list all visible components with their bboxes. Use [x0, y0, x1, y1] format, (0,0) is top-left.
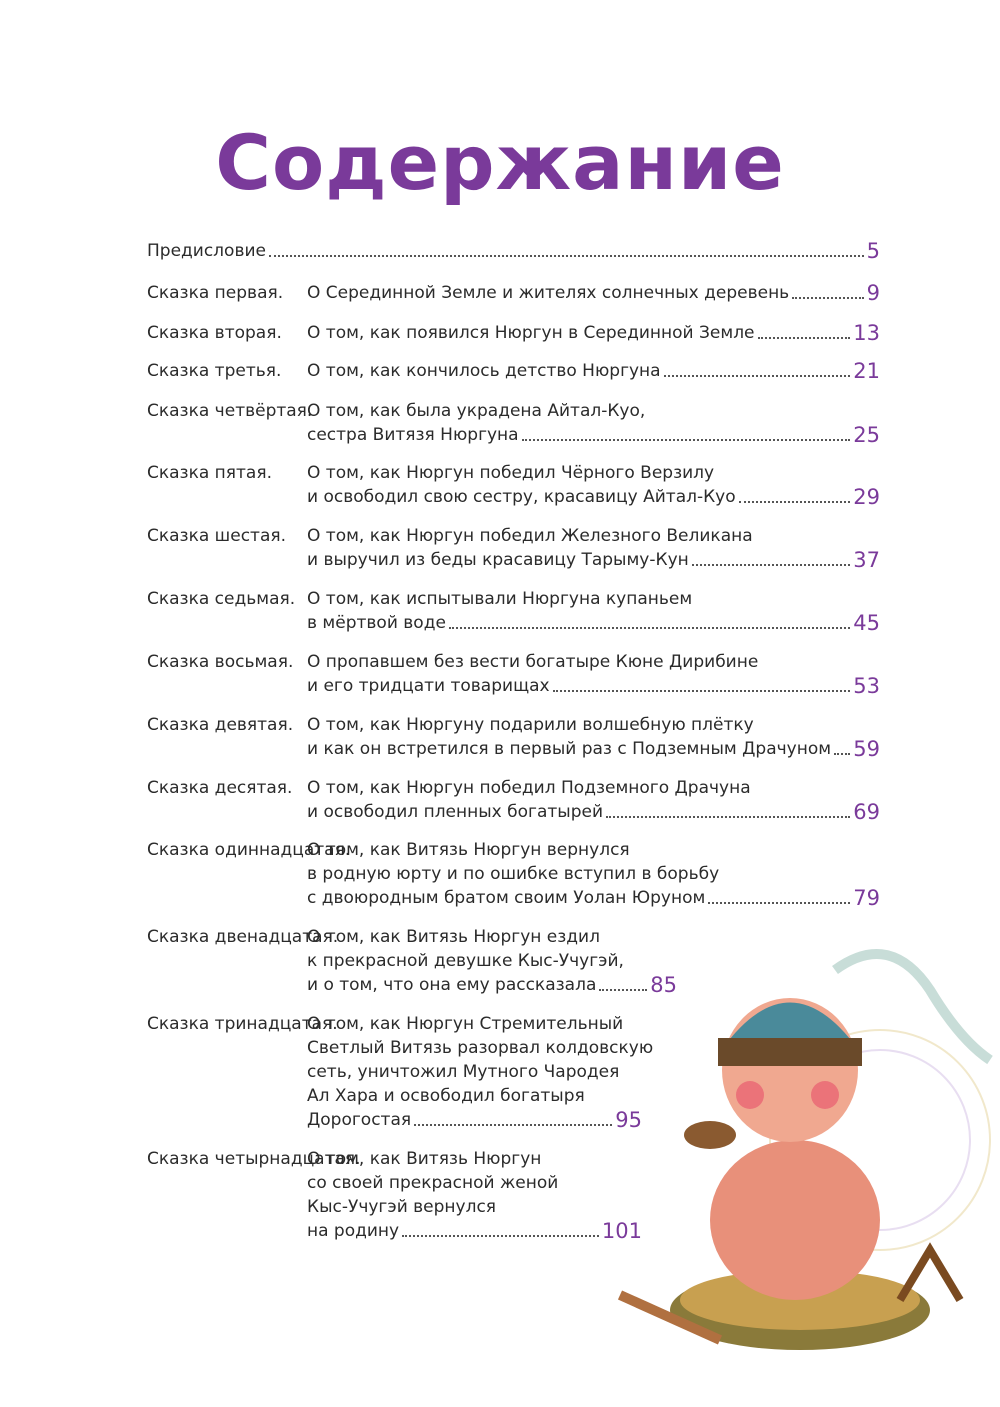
- toc-entry-text: О том, как Витязь Нюргун вернулся: [307, 840, 630, 860]
- toc-page-number: 53: [853, 674, 880, 698]
- toc-page-number: 21: [853, 359, 880, 383]
- toc-entry-text: и выручил из беды красавицу Тарыму-Кун: [307, 550, 689, 570]
- toc-entry-label: Сказка третья.: [147, 361, 282, 381]
- toc-entry-text: О том, как Нюргун Стремительный: [307, 1014, 624, 1034]
- toc-entry-label: Сказка восьмая.: [147, 652, 294, 672]
- toc-entry-label: Сказка первая.: [147, 283, 284, 303]
- toc-entry-text: О пропавшем без вести богатыре Кюне Дирибине: [307, 652, 759, 672]
- toc-page-number: 79: [853, 886, 880, 910]
- toc-page-number: 59: [853, 737, 880, 761]
- toc-page-number: 5: [866, 239, 880, 263]
- toc-page-number: 13: [853, 321, 880, 345]
- toc-entry-text: к прекрасной девушке Кыс-Учугэй,: [307, 951, 624, 971]
- toc-entry-label: Сказка десятая.: [147, 778, 293, 798]
- toc-entry-text: и о том, что она ему рассказала: [307, 975, 597, 995]
- toc-page-number: 101: [601, 1219, 642, 1243]
- toc-leader-dots: [758, 336, 851, 339]
- toc-entry-label: Сказка пятая.: [147, 463, 272, 483]
- child-warrior-illustration: [600, 920, 995, 1370]
- toc-page-number: 69: [853, 800, 880, 824]
- toc-entry-label: Сказка вторая.: [147, 323, 282, 343]
- toc-leader-dots: [402, 1234, 599, 1237]
- toc-entry-text: и освободил свою сестру, красавицу Айтал-Куо: [307, 487, 736, 507]
- toc-leader-dots: [792, 296, 863, 299]
- toc-entry-label: Сказка четырнадцатая.: [147, 1149, 361, 1169]
- toc-entry-text: О том, как Витязь Нюргун ездил: [307, 927, 600, 947]
- toc-entry-label: Сказка одиннадцатая.: [147, 840, 351, 860]
- toc-entry-text: со своей прекрасной женой: [307, 1173, 559, 1193]
- toc-entry-text: Дорогостая: [307, 1110, 412, 1130]
- toc-entry-text: Светлый Витязь разорвал колдовскую: [307, 1038, 654, 1058]
- toc-leader-dots: [553, 689, 851, 692]
- toc-entry-text: в родную юрту и по ошибке вступил в борьбу: [307, 864, 720, 884]
- toc-entry-label: Сказка шестая.: [147, 526, 286, 546]
- toc-leader-dots: [414, 1123, 612, 1126]
- toc-page-number: 9: [866, 281, 880, 305]
- toc-leader-dots: [664, 374, 851, 377]
- toc-entry-text: сеть, уничтожил Мутного Чародея: [307, 1062, 620, 1082]
- toc-page-number: 25: [853, 423, 880, 447]
- toc-leader-dots: [692, 563, 851, 566]
- toc-entry-text: Ал Хара и освободил богатыря: [307, 1086, 585, 1106]
- toc-entry-text: на родину: [307, 1221, 400, 1241]
- toc-entry-label: Сказка тринадцатая.: [147, 1014, 338, 1034]
- toc-page-number: 95: [615, 1108, 642, 1132]
- toc-entry-text: Кыс-Учугэй вернулся: [307, 1197, 497, 1217]
- toc-entry-text: О том, как Нюргуну подарили волшебную плётку: [307, 715, 754, 735]
- toc-entry-label: Предисловие: [147, 241, 266, 261]
- toc-entry-label: Сказка четвёртая.: [147, 401, 313, 421]
- toc-page-number: 37: [853, 548, 880, 572]
- toc-entry-text: и освободил пленных богатырей: [307, 802, 603, 822]
- toc-entry-text: и как он встретился в первый раз с Подземным Драчуном: [307, 739, 832, 759]
- toc-leader-dots: [449, 626, 850, 629]
- toc-entry-text: О том, как Нюргун победил Подземного Драчуна: [307, 778, 751, 798]
- toc-entry-label: Сказка седьмая.: [147, 589, 296, 609]
- toc-entry-text: О Серединной Земле и жителях солнечных деревень: [307, 283, 790, 303]
- page-title: Содержание: [215, 118, 785, 207]
- toc-leader-dots: [522, 438, 851, 441]
- toc-leader-dots: [606, 815, 850, 818]
- toc-entry-label: Сказка двенадцатая.: [147, 927, 339, 947]
- toc-entry-text: с двоюродным братом своим Уолан Юруном: [307, 888, 706, 908]
- toc-entry-text: О том, как появился Нюргун в Серединной Земле: [307, 323, 755, 343]
- toc-entry-text: О том, как кончилось детство Нюргуна: [307, 361, 661, 381]
- toc-entry-text: О том, как Витязь Нюргун: [307, 1149, 542, 1169]
- toc-entry-text: сестра Витязя Нюргуна: [307, 425, 519, 445]
- toc-page-number: 29: [853, 485, 880, 509]
- toc-leader-dots: [834, 752, 850, 755]
- toc-leader-dots: [739, 500, 851, 503]
- toc-entry-label: Сказка девятая.: [147, 715, 294, 735]
- toc-entry-text: О том, как Нюргун победил Чёрного Верзилу: [307, 463, 715, 483]
- toc-leader-dots: [708, 901, 850, 904]
- toc-entry-text: О том, как Нюргун победил Железного Великана: [307, 526, 753, 546]
- toc-entry-text: О том, как испытывали Нюргуна купаньем: [307, 589, 693, 609]
- toc-entry-text: и его тридцати товарищах: [307, 676, 550, 696]
- toc-entry-text: О том, как была украдена Айтал-Куо,: [307, 401, 646, 421]
- toc-entry-text: в мёртвой воде: [307, 613, 446, 633]
- toc-page-number: 85: [650, 973, 677, 997]
- toc-leader-dots: [269, 254, 864, 257]
- toc-page-number: 45: [853, 611, 880, 635]
